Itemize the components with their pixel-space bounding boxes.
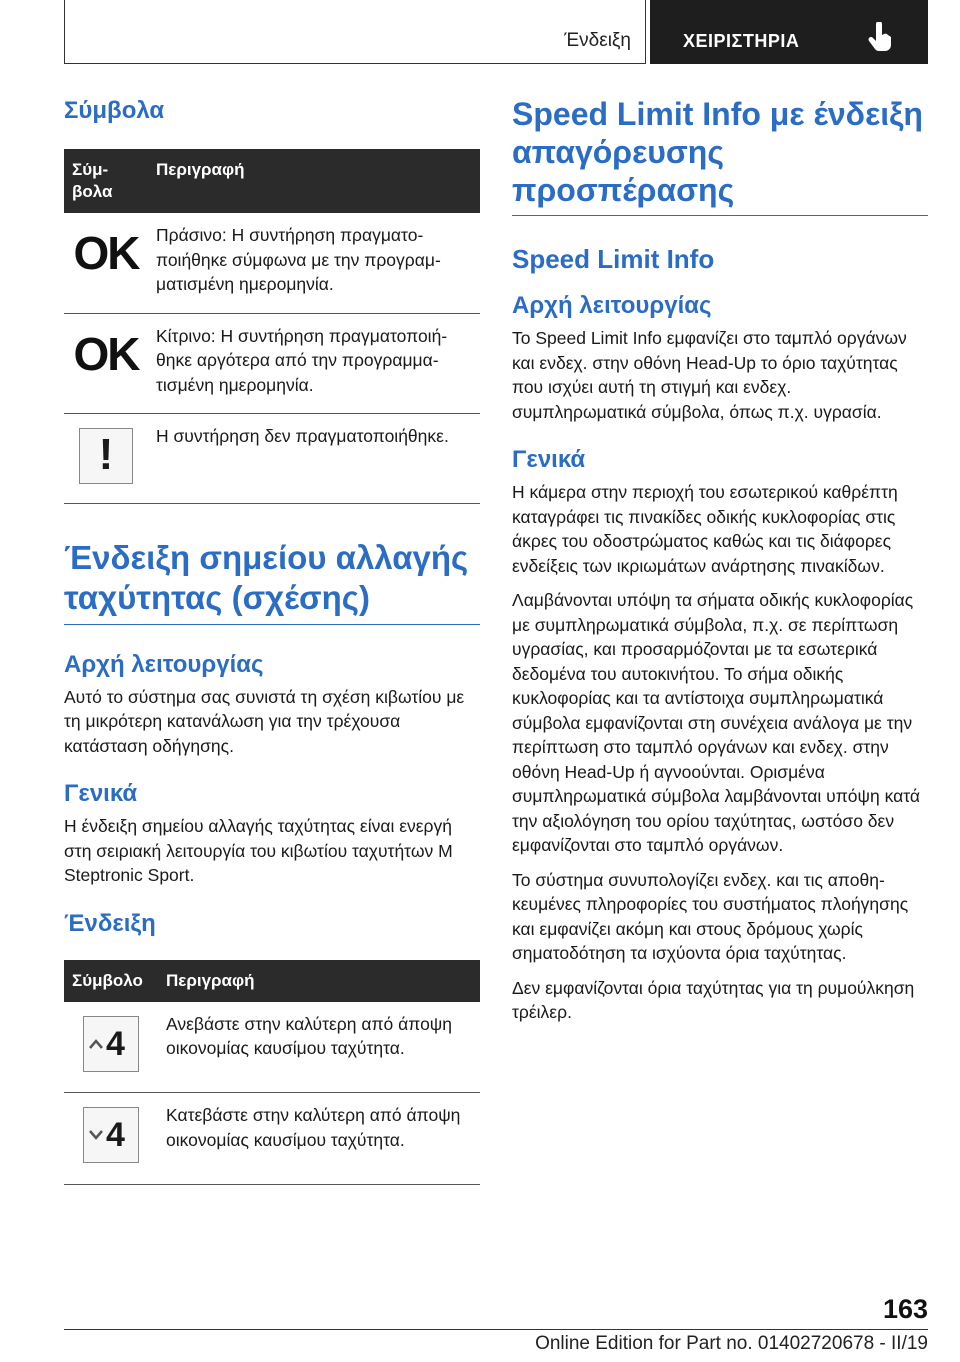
desc-cell: Κίτρινο: Η συντήρηση πραγματοποιήθηκε αργότερα από την προγραμματισμένη ημερομηνία. (148, 313, 480, 414)
ok-yellow-icon: OK (73, 327, 139, 380)
manual-tab-label: ΧΕΙΡΙΣΤΗΡΙΑ (683, 31, 800, 51)
general-text: Η ένδειξη σημείου αλλαγής ταχύτητας είναι ενεργή στη σειριακή λειτουργία του κιβωτίου ταχυτήτων M Steptronic Sport. (64, 816, 453, 885)
exclamation-icon: ! (79, 428, 133, 484)
section-title: Ένδειξη σημείου αλλαγής ταχύτητας (σχέσης) (64, 538, 480, 625)
section-title: Speed Limit Info με ένδειξη απαγόρευσης προσπέρασης (512, 95, 928, 216)
downshift-4-icon: 4 (83, 1107, 139, 1163)
left-column (64, 95, 480, 1185)
principle-heading: Αρχή λειτουργίας (512, 292, 712, 319)
display-heading: Ένδειξη (64, 909, 156, 937)
table-header-row (64, 960, 480, 1002)
symbol-cell (64, 313, 148, 414)
page-number: 163 (882, 1294, 928, 1324)
manual-tab (650, 0, 928, 64)
general-paragraph-1: Η κάμερα στην περιοχή του εσωτερικού καθρέπτη καταγράφει τις πινακίδες οδικής κυκλοφορίας στις άκρες του οδοστρώματος καθώς και τις διάφορες ενδείξεις των ικριωμάτων ανάρτησης πινακίδων. (512, 482, 898, 576)
desc-cell: Ανεβάστε στην καλύτερη από άποψη οικονομίας καυσίμου ταχύτητα. (158, 1002, 480, 1093)
upshift-4-icon: 4 (83, 1016, 139, 1072)
symbols-heading: Σύμβολα (64, 97, 165, 124)
principle-text: Αυτό το σύστημα σας συνιστά τη σχέση κιβωτίου με τη μικρότερη κατανάλωση για την τρέχουσα κατάσταση οδήγησης. (64, 686, 465, 756)
right-column (512, 95, 928, 1025)
symbol-cell (64, 1002, 158, 1093)
footer-divider (64, 1329, 928, 1330)
general-paragraph-2: Λαμβάνονται υπόψη τα σήματα οδικής κυκλοφορίας με συμπληρωματικά σύμβολα, π.χ. σε περίπτωση υγρασίας, και προσαρμόζονται με τα εσωτερικά δεδομένα του αυτοκινήτου. Το σήμα οδικής κυκλοφορίας και τα αντίστοιχα συμπληρωματικά σύμβολα εμφανίζονται στη συνέχεια ανάλογα με την περίπτωση στο ταμπλό οργάνων και ενδεχ. στην οθόνη Head-Up ή αγνοούνται. Ορισμένα συμπληρωματικά σύμβολα λαμβάνονται υπόψη κατά την αξιολόγηση του ορίου ταχύτητας, ωστόσο δεν εμφανίζονται στο ταμπλό οργάνων. (512, 590, 921, 855)
sub-title: Speed Limit Info (512, 244, 715, 274)
general-paragraph-4: Δεν εμφανίζονται όρια ταχύτητας για τη ρυμούλκηση τρέιλερ. (512, 977, 915, 1022)
hand-pointer-icon (868, 22, 894, 52)
col-desc-header: Περιγραφή (158, 960, 480, 1002)
col-symbol-header: Σύμ-βολα (64, 149, 148, 213)
desc-cell: Κατεβάστε στην καλύτερη από άποψη οικονομίας καυσίμου ταχύτητα. (158, 1093, 480, 1185)
symbol-cell (64, 213, 148, 313)
col-desc-header: Περιγραφή (148, 149, 480, 213)
general-heading: Γενικά (512, 446, 586, 473)
col-symbol-header: Σύμβολο (64, 960, 158, 1002)
section-tab (64, 0, 646, 64)
general-heading: Γενικά (64, 780, 138, 807)
symbol-cell (64, 414, 148, 504)
principle-heading: Αρχή λειτουργίας (64, 650, 264, 678)
section-tab-label: Ένδειξη (564, 30, 631, 51)
table-row (64, 1093, 480, 1185)
table-row (64, 313, 480, 414)
table-row (64, 1002, 480, 1093)
ok-green-icon: OK (73, 227, 139, 279)
desc-cell: Πράσινο: Η συντήρηση πραγματοποιήθηκε σύμφωνα με την προγραμματισμένη ημερομηνία. (148, 213, 480, 313)
principle-text: Το Speed Limit Info εμφανίζει στο ταμπλό οργάνων και ενδεχ. στην οθόνη Head-Up το όριο ταχύτητας που ισχύει αυτή τη στιγμή και ενδεχ. συμπληρωματικά σύμβολα, όπως π.χ. υγρασία. (512, 328, 907, 422)
shift-indicator-table (64, 960, 480, 1185)
table-row (64, 414, 480, 504)
service-symbols-table (64, 149, 480, 504)
table-row (64, 213, 480, 313)
symbol-cell (64, 1093, 158, 1185)
desc-cell: Η συντήρηση δεν πραγματοποιήθηκε. (148, 414, 480, 504)
page-header (64, 0, 928, 64)
edition-note: Online Edition for Part no. 01402720678 - II/19 (535, 1333, 928, 1354)
table-header-row (64, 149, 480, 213)
general-paragraph-3: Το σύστημα συνυπολογίζει ενδεχ. και τις αποθηκευμένες πληροφορίες του συστήματος πλοήγησης και εμφανίζει ακόμη και στους δρόμους χωρίς σηματοδότηση τα ισχύοντα όρια ταχύτητας. (512, 869, 909, 963)
